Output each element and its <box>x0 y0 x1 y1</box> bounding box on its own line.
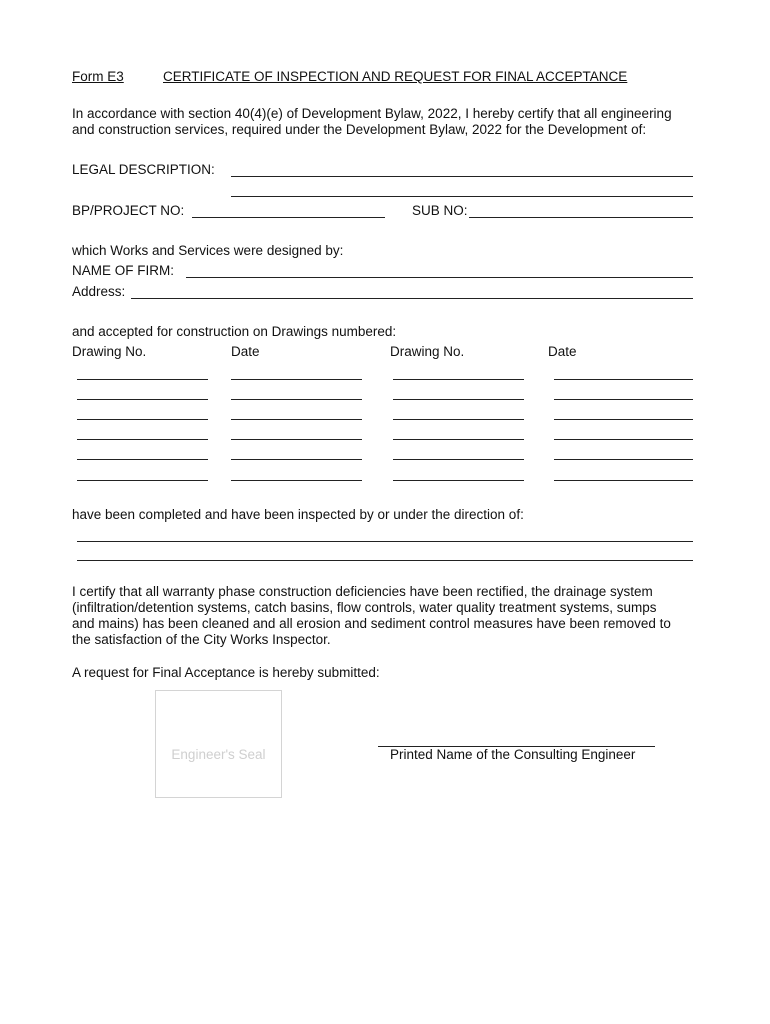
drawing-date-field[interactable] <box>554 419 693 420</box>
drawing-no-field[interactable] <box>393 399 524 400</box>
printed-name-label: Printed Name of the Consulting Engineer <box>390 747 636 762</box>
drawing-date-field[interactable] <box>231 379 362 380</box>
sub-no-field[interactable] <box>469 217 693 218</box>
col-drawing-no-left: Drawing No. <box>72 344 147 359</box>
inspector-field-2[interactable] <box>77 560 693 561</box>
drawing-date-field[interactable] <box>554 459 693 460</box>
certification-line-1: I certify that all warranty phase construction deficiencies have been rectified, the drainage system <box>72 584 653 599</box>
certification-line-3: and mains) has been cleaned and all erosion and sediment control measures have been removed to <box>72 616 671 631</box>
intro-line-1: In accordance with section 40(4)(e) of Development Bylaw, 2022, I hereby certify that all engineering <box>72 106 672 121</box>
inspector-field-1[interactable] <box>77 541 693 542</box>
drawing-no-field[interactable] <box>77 480 208 481</box>
certification-line-2: (infiltration/detention systems, catch basins, flow controls, water quality treatment systems, sumps <box>72 600 657 615</box>
drawing-date-field[interactable] <box>231 399 362 400</box>
form-code: Form E3 <box>72 69 124 84</box>
legal-description-label: LEGAL DESCRIPTION: <box>72 162 215 177</box>
sub-no-label: SUB NO: <box>412 203 468 218</box>
drawing-date-field[interactable] <box>554 439 693 440</box>
firm-label: NAME OF FIRM: <box>72 263 174 278</box>
inspection-text: have been completed and have been inspected by or under the direction of: <box>72 507 524 522</box>
drawing-no-field[interactable] <box>393 439 524 440</box>
drawing-no-field[interactable] <box>393 419 524 420</box>
certification-line-4: the satisfaction of the City Works Inspector. <box>72 632 331 647</box>
address-field[interactable] <box>131 298 693 299</box>
drawing-date-field[interactable] <box>231 459 362 460</box>
drawing-no-field[interactable] <box>77 379 208 380</box>
drawing-date-field[interactable] <box>231 419 362 420</box>
request-text: A request for Final Acceptance is hereby submitted: <box>72 665 380 680</box>
address-label: Address: <box>72 284 126 299</box>
legal-description-field-2[interactable] <box>231 196 693 197</box>
col-date-right: Date <box>548 344 577 359</box>
firm-field[interactable] <box>186 277 693 278</box>
form-title: CERTIFICATE OF INSPECTION AND REQUEST FOR FINAL ACCEPTANCE <box>163 69 628 84</box>
drawing-no-field[interactable] <box>77 439 208 440</box>
drawing-no-field[interactable] <box>77 399 208 400</box>
bp-project-field[interactable] <box>192 217 385 218</box>
col-date-left: Date <box>231 344 260 359</box>
designed-by-text: which Works and Services were designed by: <box>72 243 344 258</box>
legal-description-field[interactable] <box>231 176 693 177</box>
drawing-date-field[interactable] <box>554 480 693 481</box>
drawing-date-field[interactable] <box>231 480 362 481</box>
intro-line-2: and construction services, required under the Development Bylaw, 2022 for the Development of: <box>72 122 647 137</box>
drawing-no-field[interactable] <box>393 379 524 380</box>
drawing-date-field[interactable] <box>231 439 362 440</box>
col-drawing-no-right: Drawing No. <box>390 344 465 359</box>
drawing-no-field[interactable] <box>393 480 524 481</box>
drawings-intro: and accepted for construction on Drawings numbered: <box>72 324 397 339</box>
drawing-date-field[interactable] <box>554 379 693 380</box>
drawing-no-field[interactable] <box>77 459 208 460</box>
engineer-seal-label: Engineer's Seal <box>171 747 266 762</box>
bp-project-label: BP/PROJECT NO: <box>72 203 185 218</box>
drawing-date-field[interactable] <box>554 399 693 400</box>
drawing-no-field[interactable] <box>393 459 524 460</box>
drawing-no-field[interactable] <box>77 419 208 420</box>
engineer-seal-box[interactable] <box>155 690 282 798</box>
